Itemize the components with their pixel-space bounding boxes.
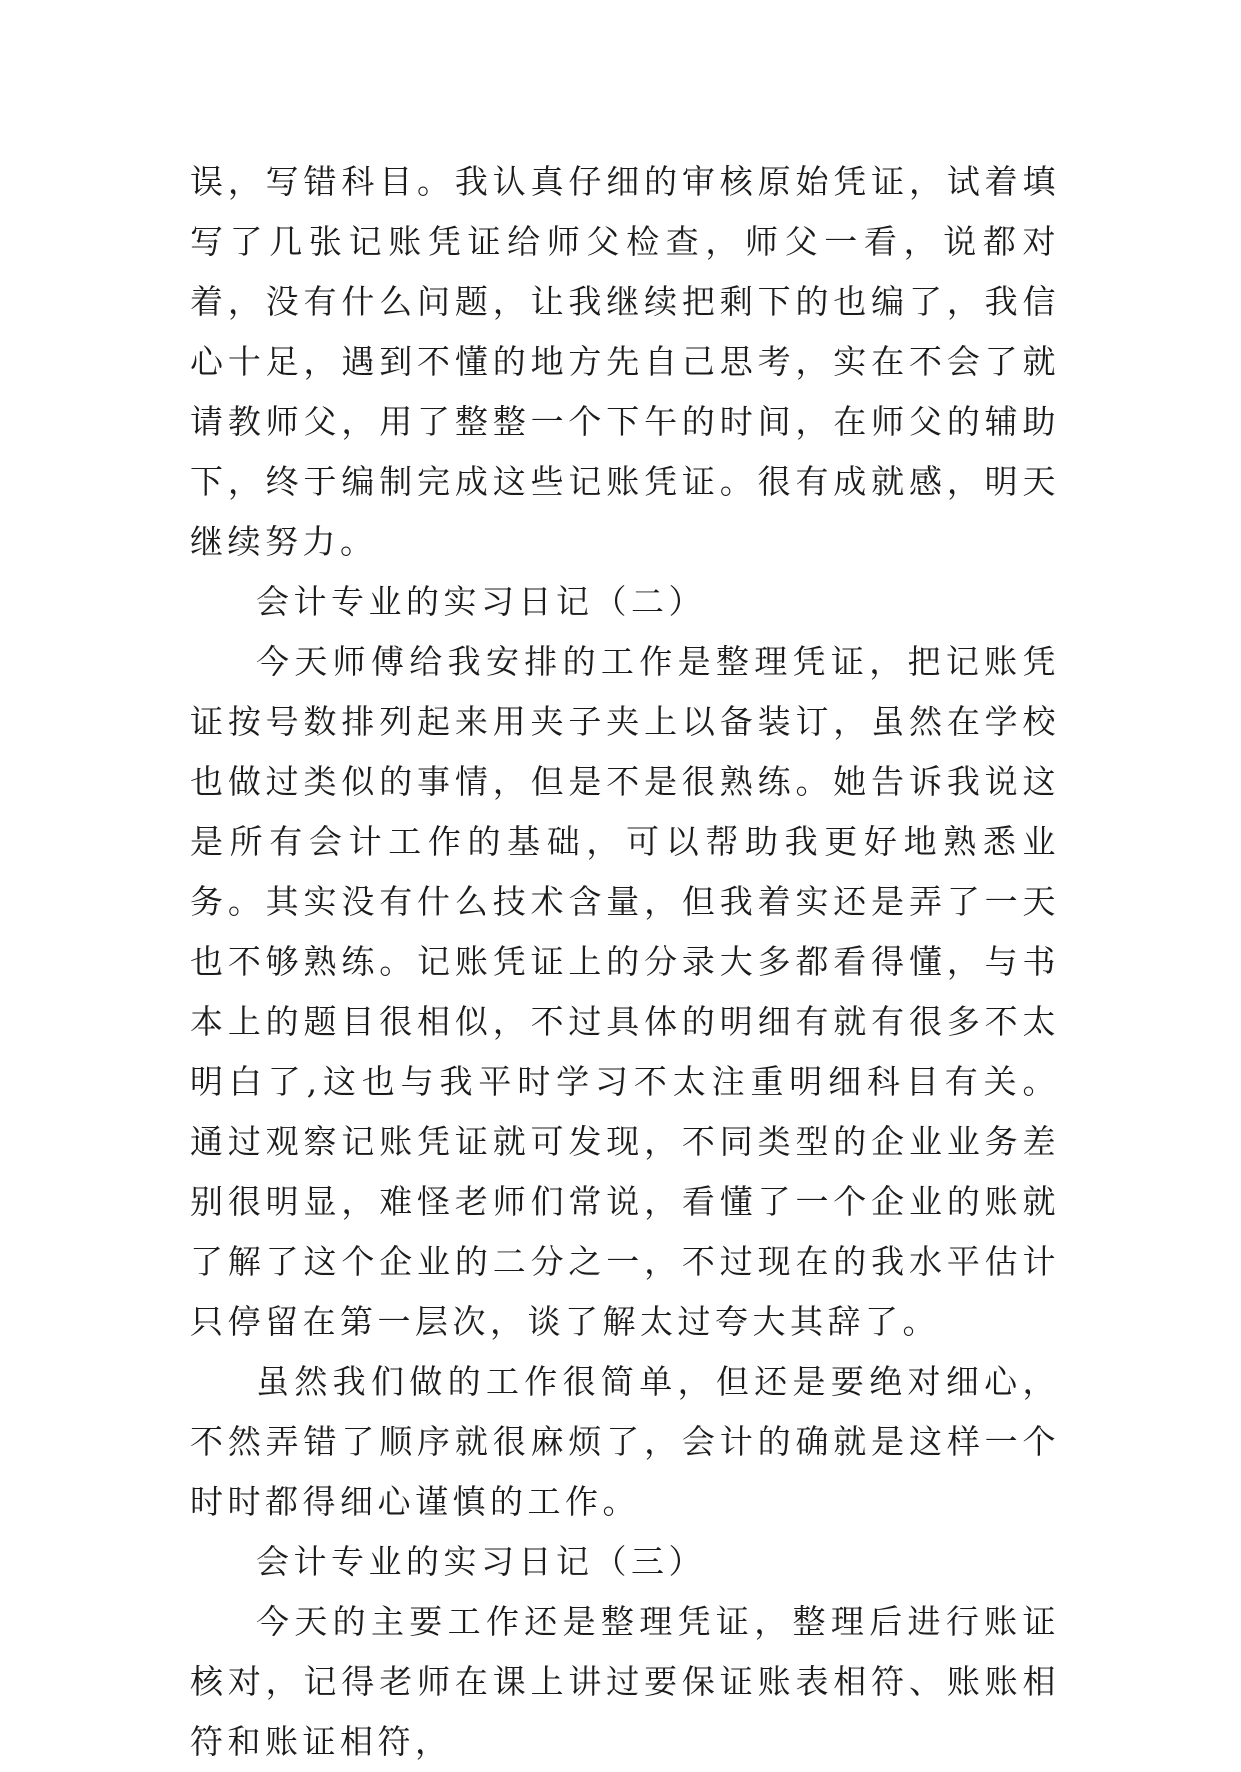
- paragraph-diary-3-body-1: 今天的主要工作还是整理凭证，整理后进行账证核对，记得老师在课上讲过要保证账表相符、账账相符和账证相符，: [190, 1602, 1060, 1761]
- paragraph-diary-2-body-1: 今天师傅给我安排的工作是整理凭证，把记账凭证按号数排列起来用夹子夹上以备装订，虽然在学校也做过类似的事情，但是不是很熟练。她告诉我说这是所有会计工作的基础，可以帮助我更好地熟悉业务。其实没有什么技术含量，但我着实还是弄了一天也不够熟练。记账凭证上的分录大多都看得懂，与书本上的题目很相似，不过具体的明细有就有很多不太明白了,这也与我平时学习不太注重明细科目有关。通过观察记账凭证就可发现，不同类型的企业业务差别很明显，难怪老师们常说，看懂了一个企业的账就了解了这个企业的二分之一，不过现在的我水平估计只停留在第一层次，谈了解太过夸大其辞了。: [190, 642, 1060, 1341]
- diary-heading-3: 会计专业的实习日记（三）: [256, 1542, 706, 1581]
- document-body: [190, 152, 1060, 1772]
- paragraph-diary-2-body-2: 虽然我们做的工作很简单，但还是要绝对细心，不然弄错了顺序就很麻烦了，会计的确就是这样一个时时都得细心谨慎的工作。: [190, 1362, 1060, 1521]
- paragraph-continuation: 误，写错科目。我认真仔细的审核原始凭证，试着填写了几张记账凭证给师父检查，师父一看，说都对着，没有什么问题，让我继续把剩下的也编了，我信心十足，遇到不懂的地方先自己思考，实在不会了就请教师父，用了整整一个下午的时间，在师父的辅助下，终于编制完成这些记账凭证。很有成就感，明天继续努力。: [190, 162, 1060, 561]
- diary-heading-2: 会计专业的实习日记（二）: [256, 582, 706, 621]
